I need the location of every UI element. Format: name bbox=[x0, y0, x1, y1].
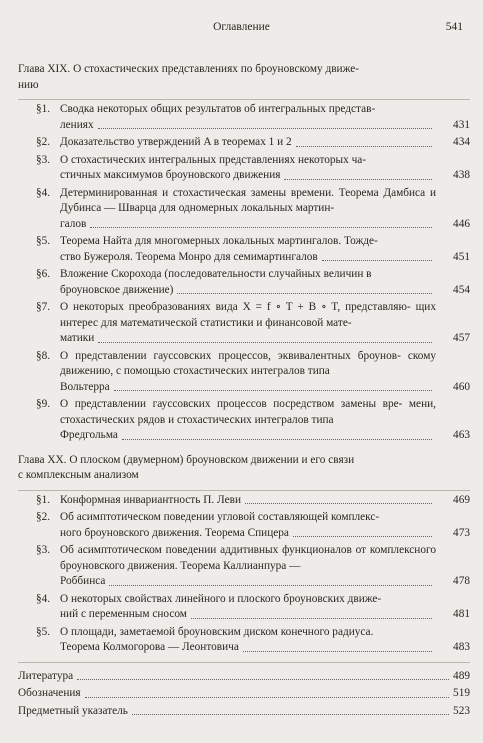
section-page-number: 469 bbox=[453, 493, 470, 506]
section-text bbox=[60, 493, 470, 509]
section-title-last: лениях bbox=[60, 118, 94, 131]
toc-entry[interactable] bbox=[18, 186, 470, 233]
section-title-text: О площади, заметаемой броуновским диском конечного радиуса. bbox=[60, 625, 374, 638]
section-page-number: 446 bbox=[453, 217, 470, 230]
section-last-line bbox=[60, 168, 436, 184]
section-number: §3. bbox=[36, 544, 51, 556]
back-matter-label: Предметный указатель bbox=[18, 704, 128, 717]
section-text bbox=[60, 186, 470, 233]
section-number: §1. bbox=[36, 493, 51, 506]
section-title-last: броуновское движение) bbox=[60, 283, 174, 296]
section-last-line bbox=[60, 118, 436, 134]
section-page-number: 463 bbox=[453, 429, 470, 441]
running-header-title: Оглавление bbox=[213, 21, 270, 33]
back-matter-divider bbox=[18, 662, 470, 663]
dot-leader bbox=[77, 679, 449, 680]
toc-entry[interactable] bbox=[18, 510, 470, 541]
page-number: 541 bbox=[445, 21, 463, 33]
section-text bbox=[60, 543, 470, 590]
chapter-20-title-cont: с комплексным анализом bbox=[18, 469, 139, 481]
section-last-line bbox=[60, 250, 436, 266]
section-number: §3. bbox=[36, 153, 51, 166]
section-last-line bbox=[60, 135, 436, 151]
back-matter-label: Обозначения bbox=[18, 687, 81, 699]
dot-leader bbox=[98, 128, 432, 129]
back-matter-entry[interactable] bbox=[18, 686, 470, 702]
section-text bbox=[60, 397, 470, 444]
section-title-last: ного броуновского движения. Теорема Спицера bbox=[60, 526, 289, 539]
section-title-last: Фредгольма bbox=[60, 429, 118, 441]
chapter-20-divider bbox=[18, 490, 470, 491]
section-page-number: 473 bbox=[453, 526, 470, 539]
section-last-line bbox=[60, 493, 436, 509]
chapter-20-title: Глава XX. О плоском (двумерном) броуновском движении и его связи bbox=[18, 453, 355, 466]
section-text bbox=[60, 300, 470, 347]
section-last-line bbox=[60, 331, 436, 347]
section-title-last: Доказательство утверждений A в теоремах 1 и 2 bbox=[60, 136, 292, 148]
dot-leader bbox=[177, 293, 432, 294]
chapter-19-divider bbox=[18, 99, 470, 100]
section-title-last: ство Бужероля. Теорема Монро для семимартингалов bbox=[60, 250, 318, 263]
section-title-text: О стохастических интегральных представлениях некоторых ча- bbox=[60, 153, 367, 166]
section-number: §5. bbox=[36, 625, 51, 638]
section-number: §7. bbox=[36, 301, 51, 313]
dot-leader bbox=[293, 536, 432, 537]
section-text bbox=[60, 510, 470, 541]
chapter-20-sections bbox=[18, 493, 470, 656]
section-title-last: галов bbox=[60, 217, 87, 230]
chapter-19-title: Глава XIX. О стохастических представлениях по броуновскому движе- bbox=[18, 63, 360, 75]
toc-entry[interactable] bbox=[18, 102, 470, 133]
section-title-text: Об асимптотическом поведении аддитивных функционалов от комплексного броуновского движения. Теорема Каллианпура — bbox=[60, 544, 436, 572]
section-text bbox=[60, 153, 470, 184]
section-page-number: 460 bbox=[453, 380, 470, 393]
section-page-number: 431 bbox=[453, 118, 470, 131]
dot-leader bbox=[109, 585, 432, 586]
section-page-number: 438 bbox=[453, 169, 470, 181]
back-matter-page-number: 489 bbox=[453, 669, 470, 682]
section-number: §6. bbox=[36, 268, 51, 280]
section-title-last: Конформная инвариантность П. Леви bbox=[60, 493, 242, 506]
section-title-text: О представлении гауссовских процессов, эквивалентных броунов- скому движению, с помощью стохастических интегралов типа bbox=[60, 349, 436, 377]
back-matter-page-number: 523 bbox=[453, 704, 470, 717]
section-page-number: 451 bbox=[453, 250, 470, 263]
back-matter-label: Литература bbox=[18, 669, 74, 682]
chapter-19-heading[interactable] bbox=[18, 62, 470, 93]
section-title-text: Вложение Скорохода (последовательности случайных величин в bbox=[60, 268, 372, 280]
toc-entry[interactable] bbox=[18, 300, 470, 347]
section-number: §4. bbox=[36, 592, 51, 605]
section-text bbox=[60, 349, 470, 396]
dot-leader bbox=[296, 146, 432, 147]
section-last-line bbox=[60, 526, 436, 542]
dot-leader bbox=[284, 179, 432, 180]
back-matter-entry[interactable] bbox=[18, 704, 470, 720]
section-title-last: стичных максимумов броуновского движения bbox=[60, 169, 281, 181]
back-matter bbox=[18, 669, 470, 720]
section-text bbox=[60, 234, 470, 265]
section-title-text: О некоторых свойствах линейного и плоского броуновских движе- bbox=[60, 592, 382, 605]
section-last-line bbox=[60, 640, 436, 656]
section-number: §4. bbox=[36, 186, 51, 199]
section-number: §2. bbox=[36, 136, 51, 148]
toc-entry[interactable] bbox=[18, 267, 470, 298]
section-title-text: О представлении гауссовских процессов посредством замены вре- мени, стохастических рядов и стохастических интегралов типа bbox=[60, 398, 436, 426]
chapter-20-heading[interactable] bbox=[18, 453, 470, 484]
section-text bbox=[60, 102, 470, 133]
section-page-number: 478 bbox=[453, 575, 470, 587]
table-of-contents bbox=[18, 62, 470, 719]
dot-leader bbox=[322, 260, 432, 261]
toc-entry[interactable] bbox=[18, 543, 470, 590]
section-page-number: 483 bbox=[453, 641, 470, 653]
section-text bbox=[60, 592, 470, 623]
section-text bbox=[60, 135, 470, 151]
toc-entry[interactable] bbox=[18, 349, 470, 396]
section-last-line bbox=[60, 283, 436, 299]
section-number: §9. bbox=[36, 398, 51, 410]
section-title-text: Детерминированная и стохастическая замены времени. Теорема Дамбиса и Дубинса — Шварца для одномерных локальных мартин- bbox=[60, 186, 436, 214]
dot-leader bbox=[90, 227, 432, 228]
section-title-last: матики bbox=[60, 332, 95, 344]
section-last-line bbox=[60, 217, 436, 233]
chapter-19-sections bbox=[18, 102, 470, 444]
back-matter-page-number: 519 bbox=[453, 687, 470, 699]
section-title-last: Роббинса bbox=[60, 575, 106, 587]
back-matter-entry[interactable] bbox=[18, 669, 470, 685]
section-page-number: 481 bbox=[453, 608, 470, 620]
dot-leader bbox=[114, 390, 432, 391]
section-title-last: Вольтерра bbox=[60, 380, 110, 393]
section-title-last: ний с переменным сносом bbox=[60, 608, 187, 620]
toc-entry[interactable] bbox=[18, 625, 470, 656]
section-number: §1. bbox=[36, 103, 51, 115]
toc-entry[interactable] bbox=[18, 592, 470, 623]
dot-leader bbox=[132, 714, 449, 715]
section-title-text: Теорема Найта для многомерных локальных мартингалов. Тожде- bbox=[60, 235, 378, 247]
chapter-19-title-cont: нию bbox=[18, 78, 39, 91]
section-page-number: 457 bbox=[453, 332, 470, 344]
section-number: §5. bbox=[36, 235, 51, 247]
toc-entry[interactable] bbox=[18, 135, 470, 151]
dot-leader bbox=[85, 697, 449, 698]
section-number: §2. bbox=[36, 511, 51, 523]
toc-entry[interactable] bbox=[18, 493, 470, 509]
toc-entry[interactable] bbox=[18, 397, 470, 444]
section-title-text: Сводка некоторых общих результатов об интегральных представ- bbox=[60, 103, 376, 115]
section-page-number: 434 bbox=[453, 136, 470, 148]
section-last-line bbox=[60, 607, 436, 623]
dot-leader bbox=[98, 342, 432, 343]
section-page-number: 454 bbox=[453, 283, 470, 296]
dot-leader bbox=[245, 503, 432, 504]
section-last-line bbox=[60, 380, 436, 396]
section-title-last: Теорема Колмогорова — Леонтовича bbox=[60, 641, 239, 653]
section-text bbox=[60, 267, 470, 298]
section-last-line bbox=[60, 428, 436, 444]
section-text bbox=[60, 625, 470, 656]
dot-leader bbox=[122, 439, 432, 440]
section-last-line bbox=[60, 574, 436, 590]
toc-entry[interactable] bbox=[18, 234, 470, 265]
section-title-text: Об асимптотическом поведении угловой составляющей комплекс- bbox=[60, 511, 380, 523]
section-number: §8. bbox=[36, 349, 51, 362]
dot-leader bbox=[191, 618, 432, 619]
toc-entry[interactable] bbox=[18, 153, 470, 184]
dot-leader bbox=[243, 651, 432, 652]
section-title-text: О некоторых преобразованиях вида X = f ∘ T + B ∘ T, представляю- щих интерес для математической статистики и финансовой мате- bbox=[60, 301, 436, 329]
